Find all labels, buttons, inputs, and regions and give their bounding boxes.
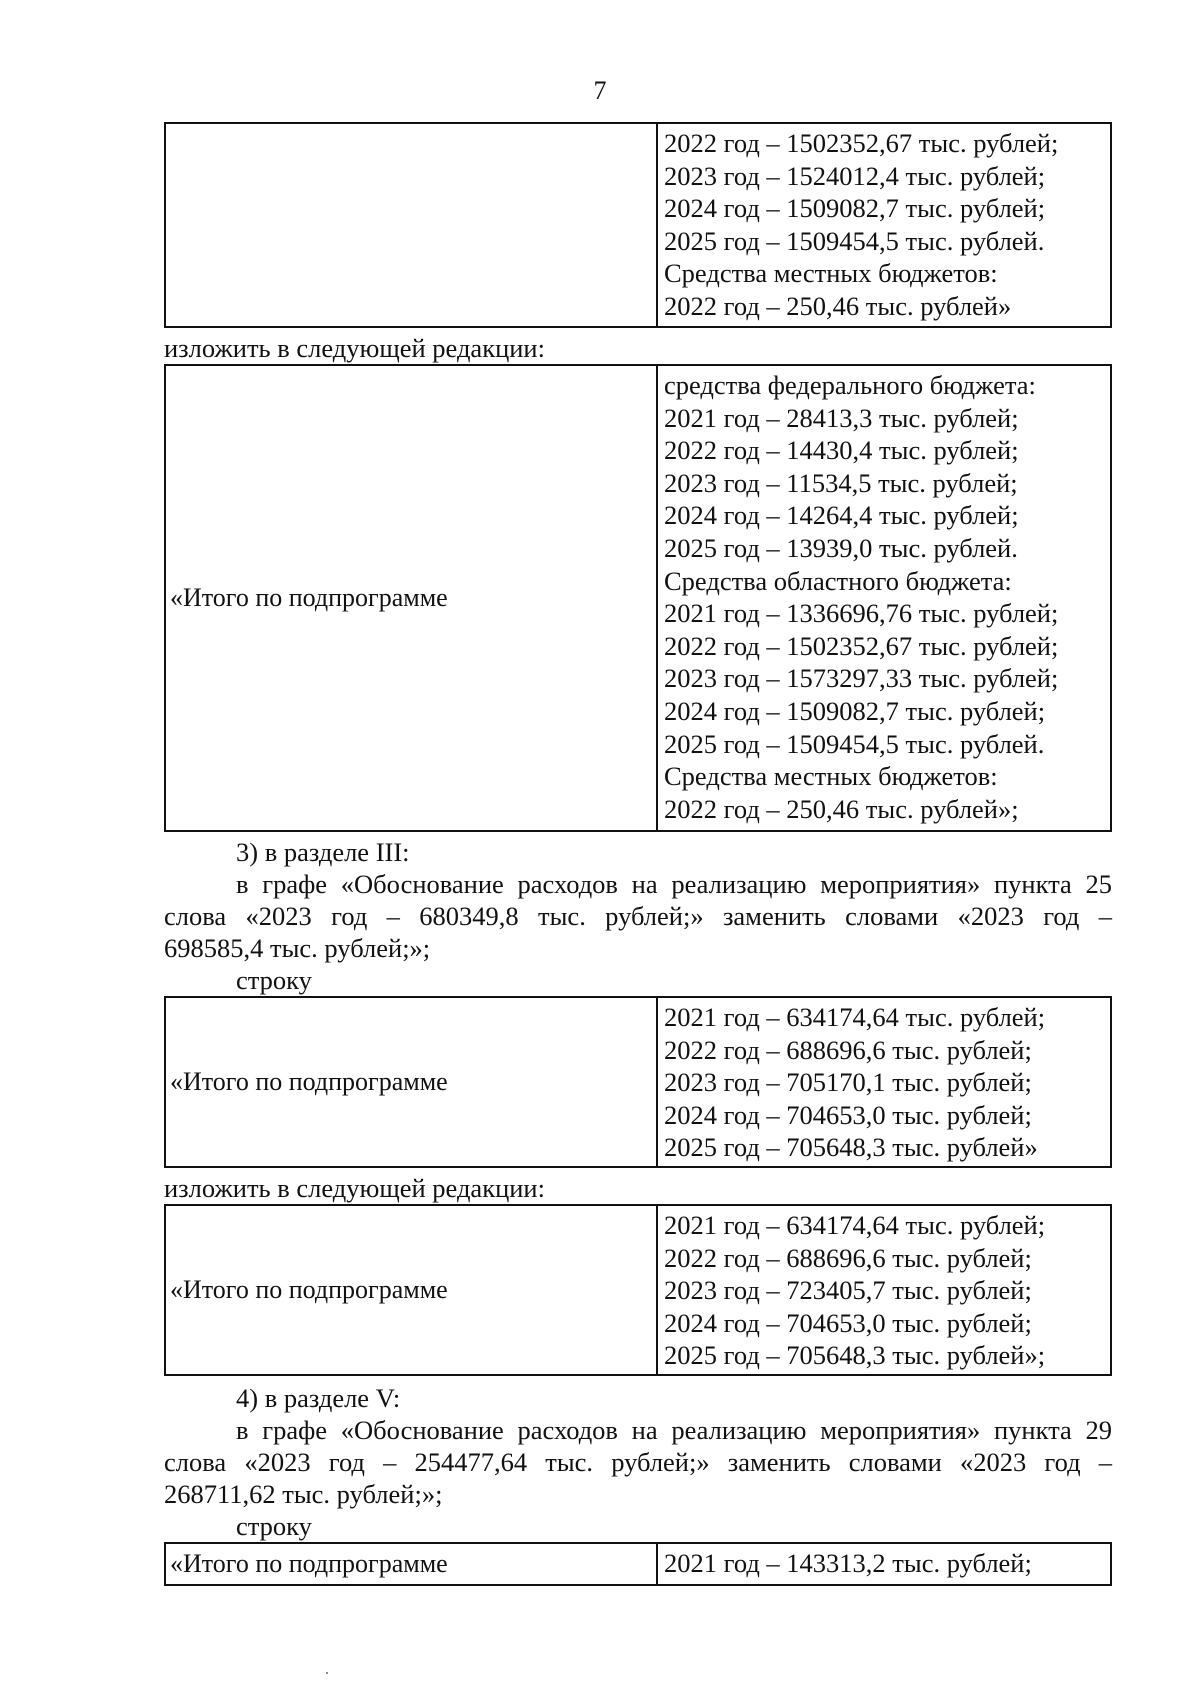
table-line: 2023 год – 1524012,4 тыс. рублей; [664, 160, 1046, 191]
section-heading: 4) в разделе V: [236, 1383, 401, 1413]
table-line: 2022 год – 688696,6 тыс. рублей; [664, 1242, 1032, 1273]
instruction-text: изложить в следующей редакции: [164, 333, 545, 363]
paragraph-line: 698585,4 тыс. рублей;»; [164, 933, 431, 963]
table-right-cell [658, 366, 1110, 830]
table-line: 2021 год – 634174,64 тыс. рублей; [664, 1210, 1046, 1240]
table-left-cell-empty [166, 124, 658, 326]
table-line: 2022 год – 250,46 тыс. рублей»; [664, 793, 1019, 824]
table-right-cell [658, 1544, 1110, 1584]
table-line: 2023 год – 723405,7 тыс. рублей; [664, 1275, 1032, 1306]
table-line: 2022 год – 14430,4 тыс. рублей; [664, 435, 1019, 466]
table-line: 2024 год – 704653,0 тыс. рублей; [664, 1099, 1032, 1130]
table-left-cell: «Итого по подпрограмме [166, 1544, 658, 1584]
subprogram-total-table-new [164, 1204, 1112, 1376]
table-line: 2024 год – 704653,0 тыс. рублей; [664, 1307, 1032, 1338]
table-line: 2025 год – 705648,3 тыс. рублей»; [664, 1340, 1046, 1371]
table-line: 2021 год – 143313,2 тыс. рублей; [664, 1548, 1032, 1578]
paragraph-line: 268711,62 тыс. рублей;»; [164, 1479, 443, 1509]
table-line: 2025 год – 1509454,5 тыс. рублей. [664, 728, 1045, 759]
table-right-cell [658, 124, 1110, 326]
budget-table-new-edition [164, 364, 1112, 832]
table-line: 2024 год – 1509082,7 тыс. рублей; [664, 193, 1046, 224]
subprogram-total-table-partial [164, 1542, 1112, 1586]
page-number: 7 [593, 76, 607, 105]
table-line: 2025 год – 1509454,5 тыс. рублей. [664, 225, 1045, 256]
section-paragraph [164, 1414, 1112, 1510]
stroku-text: строку [236, 1511, 312, 1541]
table-right-cell [658, 998, 1110, 1166]
paragraph-line: слова «2023 год – 254477,64 тыс. рублей;» заменить словами «2023 год – [164, 1447, 1112, 1477]
scan-speck [326, 1672, 328, 1674]
instruction-text: изложить в следующей редакции: [164, 1173, 545, 1203]
table-line: 2021 год – 1336696,76 тыс. рублей; [664, 598, 1059, 629]
paragraph-line: слова «2023 год – 680349,8 тыс. рублей;» заменить словами «2023 год – [164, 901, 1112, 931]
table-line: Средства областного бюджета: [664, 565, 1012, 596]
table-left-cell: «Итого по подпрограмме [166, 998, 658, 1166]
paragraph-line: в графе «Обоснование расходов на реализацию мероприятия» пункта 29 [236, 1415, 1112, 1445]
table-line: 2025 год – 13939,0 тыс. рублей. [664, 532, 1018, 563]
table-right-cell [658, 1206, 1110, 1374]
table-line: 2021 год – 28413,3 тыс. рублей; [664, 402, 1019, 433]
table-left-cell: «Итого по подпрограмме [166, 366, 658, 830]
table-line: 2022 год – 1502352,67 тыс. рублей; [664, 128, 1059, 158]
stroku-text: строку [236, 965, 312, 995]
table-line: Средства местных бюджетов: [664, 761, 998, 792]
table-left-cell: «Итого по подпрограмме [166, 1206, 658, 1374]
paragraph-line: в графе «Обоснование расходов на реализацию мероприятия» пункта 25 [236, 869, 1112, 899]
table-line: 2022 год – 250,46 тыс. рублей» [664, 290, 1012, 321]
table-line: 2021 год – 634174,64 тыс. рублей; [664, 1002, 1046, 1032]
table-line: 2023 год – 1573297,33 тыс. рублей; [664, 663, 1059, 694]
table-line: 2025 год – 705648,3 тыс. рублей» [664, 1132, 1038, 1163]
table-line: 2024 год – 14264,4 тыс. рублей; [664, 500, 1019, 531]
table-line: 2023 год – 11534,5 тыс. рублей; [664, 467, 1018, 498]
section-heading: 3) в разделе III: [236, 837, 410, 867]
table-line: 2023 год – 705170,1 тыс. рублей; [664, 1067, 1032, 1098]
budget-table-continued [164, 122, 1112, 328]
table-line: средства федерального бюджета: [664, 370, 1036, 400]
section-paragraph [164, 868, 1112, 964]
subprogram-total-table-old [164, 996, 1112, 1168]
table-line: 2022 год – 688696,6 тыс. рублей; [664, 1034, 1032, 1065]
table-line: 2022 год – 1502352,67 тыс. рублей; [664, 630, 1059, 661]
table-line: Средства местных бюджетов: [664, 258, 998, 289]
table-line: 2024 год – 1509082,7 тыс. рублей; [664, 695, 1046, 726]
